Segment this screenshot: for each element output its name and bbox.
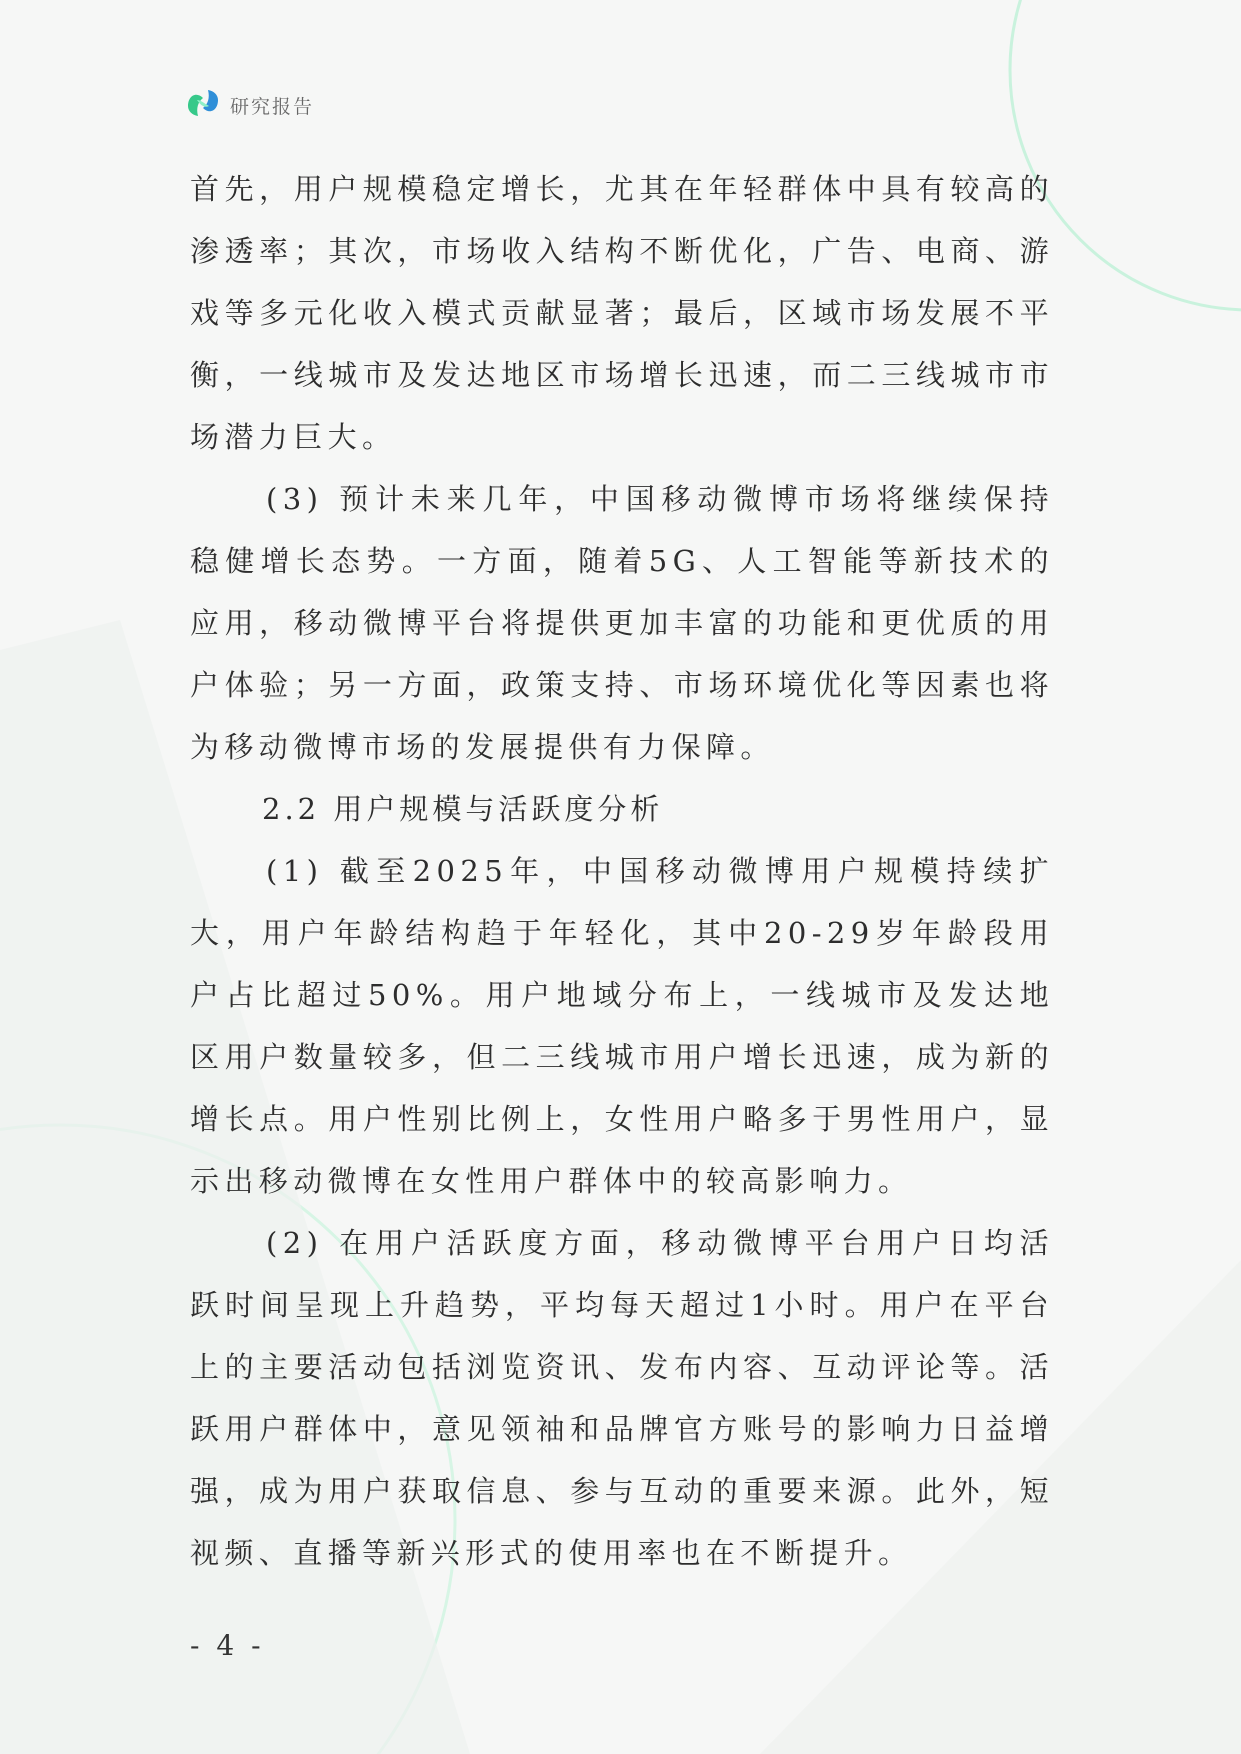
report-body xyxy=(190,158,1054,1584)
paragraph-user-scale: (1) 截至2025年，中国移动微博用户规模持续扩大，用户年龄结构趋于年轻化，其中20-29岁年龄段用户占比超过50%。用户地域分布上，一线城市及发达地区用户数量较多，但二三线城市用户增长迅速，成为新的增长点。用户性别比例上，女性用户略多于男性用户，显示出移动微博在女性用户群体中的较高影响力。 xyxy=(190,854,1054,1198)
paragraph-user-activity: (2) 在用户活跃度方面，移动微博平台用户日均活跃时间呈现上升趋势，平均每天超过1小时。用户在平台上的主要活动包括浏览资讯、发布内容、互动评论等。活跃用户群体中，意见领袖和品牌官方账号的影响力日益增强，成为用户获取信息、参与互动的重要来源。此外，短视频、直播等新兴形式的使用率也在不断提升。 xyxy=(190,1226,1054,1570)
paragraph-market-summary: 首先，用户规模稳定增长，尤其在年轻群体中具有较高的渗透率；其次，市场收入结构不断优化，广告、电商、游戏等多元化收入模式贡献显著；最后，区域市场发展不平衡，一线城市及发达地区市场增长迅速，而二三线城市市场潜力巨大。 xyxy=(190,172,1054,454)
section-heading: 2.2 用户规模与活跃度分析 xyxy=(262,792,664,826)
report-header-title: 研究报告 xyxy=(230,95,315,118)
leaf-logo-icon xyxy=(186,88,220,122)
paragraph-market-forecast: (3) 预计未来几年，中国移动微博市场将继续保持稳健增长态势。一方面，随着5G、人工智能等新技术的应用，移动微博平台将提供更加丰富的功能和更优质的用户体验；另一方面，政策支持、市场环境优化等因素也将为移动微博市场的发展提供有力保障。 xyxy=(190,482,1054,764)
page-number: - 4 - xyxy=(190,1629,265,1662)
report-header xyxy=(186,88,314,122)
